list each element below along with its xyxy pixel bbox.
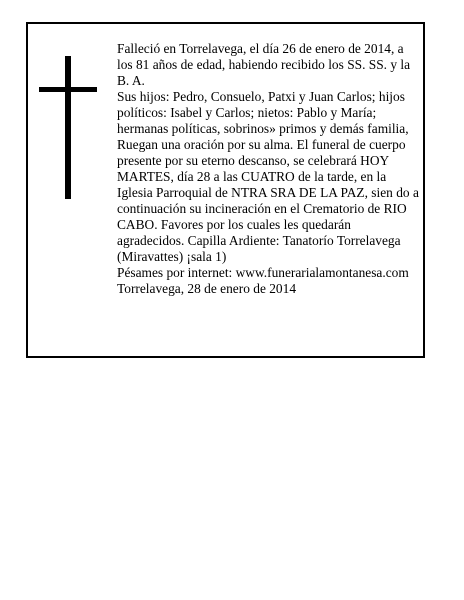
cross-vertical-bar [65,56,71,199]
death-announcement: Falleció en Torrelavega, el día 26 de enero de 2014, a los 81 años de edad, habiendo recibido los SS. SS. y la B. A. [117,41,411,88]
obituary-text [117,41,419,297]
family-and-funeral-details: Sus hijos: Pedro, Consuelo, Patxi y Juan Carlos; hijos políticos: Isabel y Carlos; nietos: Pablo y María; hermanas políticas, sobrinos» primos y demás familia, Ruegan una oración por su alma. El funeral de cuerpo presente por su eterno descanso, se celebrará HOY MARTES, día 28 a las CUATRO de la tarde, en la Iglesia Parroquial de NTRA SRA DE LA PAZ, sien do a continuación su incineración en el Crematorio de RIO CABO. Favores por los cuales les quedarán agradecidos. Capilla Ardiente: Tanatorío Torrelavega (Miravattes) ¡sala 1) [117,89,419,264]
condolences-website: Pésames por internet: www.funerarialamontanesa.com [117,265,409,280]
cross-horizontal-bar [39,87,97,92]
obituary-notice [26,22,425,358]
place-and-date: Torrelavega, 28 de enero de 2014 [117,281,297,296]
cross-icon [39,56,97,199]
